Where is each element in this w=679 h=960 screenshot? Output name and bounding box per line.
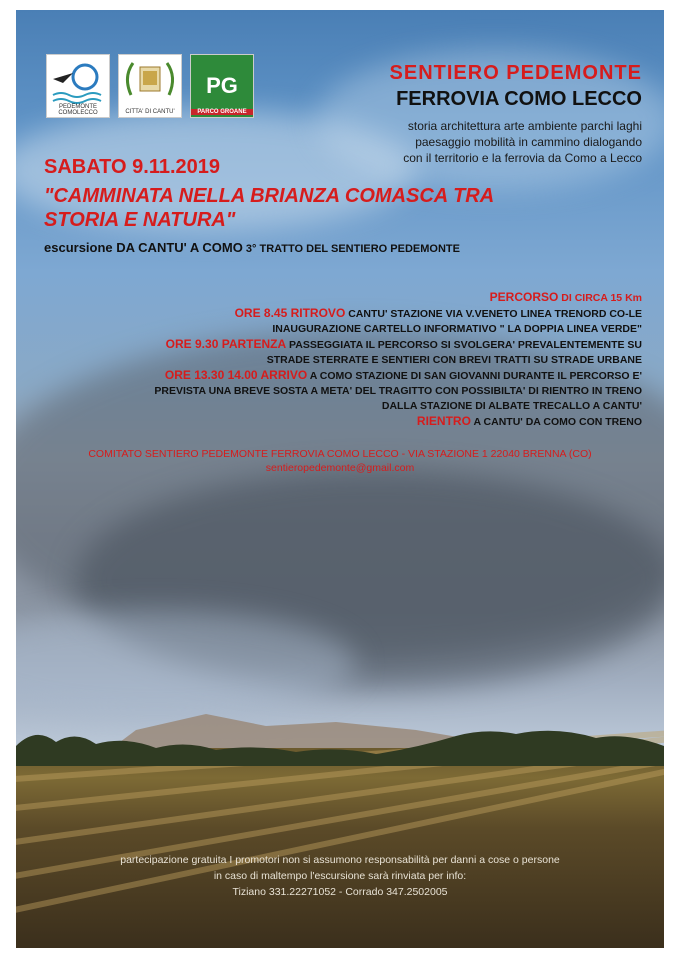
citta-di-cantu-logo [118,54,182,118]
contact-email[interactable]: sentieropedemonte@gmail.com [265,462,415,474]
partenza-line-2: STRADE STERRATE E SENTIERI CON BREVI TRATTI SU STRADE URBANE [266,354,642,366]
crest-icon [119,55,181,107]
logo-caption: PARCO GROANE [191,109,253,115]
event-date: SABATO 9.11.2019 [44,156,221,178]
arrivo-line-2: PREVISTA UNA BREVE SOSTA A META' DEL TRAGITTO CON POSSIBILTA' DI RIENTRO IN TRENO [154,385,642,397]
logo-caption: PEDEMONTE COMOLECCO [58,104,98,116]
rientro-line [42,414,642,430]
ritrovo-text: CANTU' STAZIONE VIA V.VENETO LINEA TRENORD CO-LE [345,308,642,320]
partenza-label: ORE 9.30 PARTENZA [165,337,287,351]
esc-suffix: 3° TRATTO DEL SENTIERO PEDEMONTE [242,243,460,255]
rientro-label: RIENTRO [416,414,471,428]
subtitle-line: con il territorio e la ferrovia da Como a Lecco [403,151,642,165]
cornfield [16,748,664,948]
arrivo-text: A COMO STAZIONE DI SAN GIOVANNI DURANTE IL PERCORSO E' [307,370,642,382]
comitato-address: COMITATO SENTIERO PEDEMONTE FERROVIA COMO LECCO - VIA STAZIONE 1 22040 BRENNA (CO) [88,448,592,460]
event-name-line: STORIA E NATURA" [44,209,236,231]
footer [16,852,664,900]
percorso-label: PERCORSO [489,290,559,304]
partenza-line [42,337,642,353]
logo-row [46,54,254,118]
subtitle-line: storia architettura arte ambiente parchi laghi [407,119,642,133]
esc-route: DA CANTU' A COMO [116,240,243,255]
arrivo-label: ORE 13.30 14.00 ARRIVO [164,368,308,382]
percorso-line [42,290,642,306]
event-name [44,184,644,232]
rientro-text: A CANTU' DA COMO CON TRENO [470,416,642,428]
footer-line: in caso di maltempo l'escursione sarà rinviata per info: [213,870,467,882]
parco-groane-logo [190,54,254,118]
treeline [16,726,664,766]
logo-caption: CITTA' DI CANTU' [125,109,175,115]
escursione-line [44,240,460,255]
esc-prefix: escursione [44,240,117,255]
arrivo-line [42,368,642,384]
ritrovo-line [42,306,642,322]
footer-line: partecipazione gratuita I promotori non si assumono responsabilità per danni a cose o persone [120,854,560,866]
title-ferrovia: FERROVIA COMO LECCO [396,88,642,110]
event-name-line: "CAMMINATA NELLA BRIANZA COMASCA TRA [44,185,495,207]
program [42,290,642,430]
ritrovo-label: ORE 8.45 RITROVO [234,306,346,320]
poster [16,10,664,948]
title-sentiero: SENTIERO PEDEMONTE [389,62,642,84]
pg-letters: PG [206,73,238,98]
subtitle-line: paesaggio mobilità in cammino dialogando [415,135,642,149]
arrivo-line-3: DALLA STAZIONE DI ALBATE TRECALLO A CANTU' [381,400,642,412]
sentiero-pedemonte-logo [46,54,110,118]
percorso-value: DI CIRCA 15 Km [558,292,642,304]
ritrovo-line-2: INAUGURAZIONE CARTELLO INFORMATIVO " LA DOPPIA LINEA VERDE" [272,323,642,335]
footer-line: Tiziano 331.22271052 - Corrado 347.2502005 [232,886,448,898]
subtitle [322,118,642,166]
partenza-text: PASSEGGIATA IL PERCORSO SI SVOLGERA' PREVALENTEMENTE SU [286,339,642,351]
